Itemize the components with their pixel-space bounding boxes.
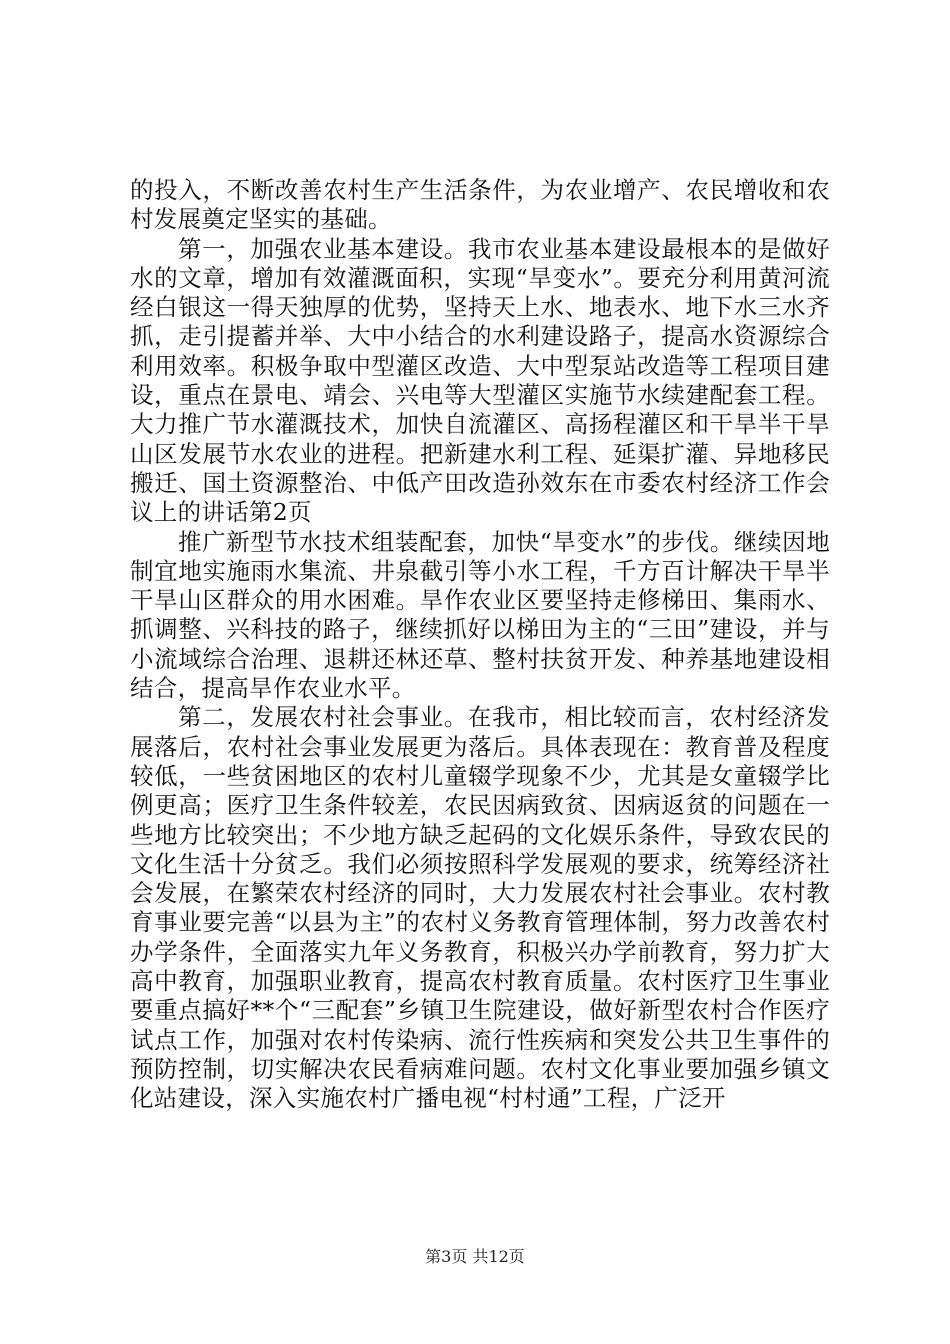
page-footer: 第3页 共12页 <box>425 1247 525 1266</box>
paragraph-agriculture-infrastructure: 第一，加强农业基本建设。我市农业基本建设最根本的是做好水的文章，增加有效灌溉面积，实现“旱变水”。要充分利用黄河流经白银这一得天独厚的优势，坚持天上水、地表水、地下水三水齐抓，走引提蓄并举、大中小结合的水利建设路子，提高水资源综合利用效率。积极争取中型灌区改造、大中型泵站改造等工程项目建设，重点在景电、靖会、兴电等大型灌区实施节水续建配套工程。大力推广节水灌溉技术，加快自流灌区、高扬程灌区和干旱半干旱山区发展节水农业的进程。把新建水利工程、延渠扩灌、异地移民搬迁、国土资源整治、中低产田改造孙效东在市委农村经济工作会议上的讲话第2页 <box>130 234 830 527</box>
paragraph-water-saving: 推广新型节水技术组装配套，加快“旱变水”的步伐。继续因地制宜地实施雨水集流、井泉截引等小水工程，千方百计解决干旱半干旱山区群众的用水困难。旱作农业区要坚持走修梯田、集雨水、抓调整、兴科技的路子，继续抓好以梯田为主的“三田”建设，并与小流域综合治理、退耕还林还草、整村扶贫开发、种养基地建设相结合，提高旱作农业水平。 <box>130 527 830 703</box>
paragraph-continuation: 的投入，不断改善农村生产生活条件，为农业增产、农民增收和农村发展奠定坚实的基础。 <box>130 176 830 234</box>
body-text <box>130 176 830 1114</box>
paragraph-social-undertakings: 第二，发展农村社会事业。在我市，相比较而言，农村经济发展落后，农村社会事业发展更为落后。具体表现在：教育普及程度较低，一些贫困地区的农村儿童辍学现象不少，尤其是女童辍学比例更高；医疗卫生条件较差，农民因病致贫、因病返贫的问题在一些地方比较突出；不少地方缺乏起码的文化娱乐条件，导致农民的文化生活十分贫乏。我们必须按照科学发展观的要求，统筹经济社会发展，在繁荣农村经济的同时，大力发展农村社会事业。农村教育事业要完善“以县为主”的农村义务教育管理体制，努力改善农村办学条件，全面落实九年义务教育，积极兴办学前教育，努力扩大高中教育，加强职业教育，提高农村教育质量。农村医疗卫生事业要重点搞好**个“三配套”乡镇卫生院建设，做好新型农村合作医疗试点工作，加强对农村传染病、流行性疾病和突发公共卫生事件的预防控制，切实解决农民看病难问题。农村文化事业要加强乡镇文化站建设，深入实施农村广播电视“村村通”工程，广泛开 <box>130 703 830 1113</box>
